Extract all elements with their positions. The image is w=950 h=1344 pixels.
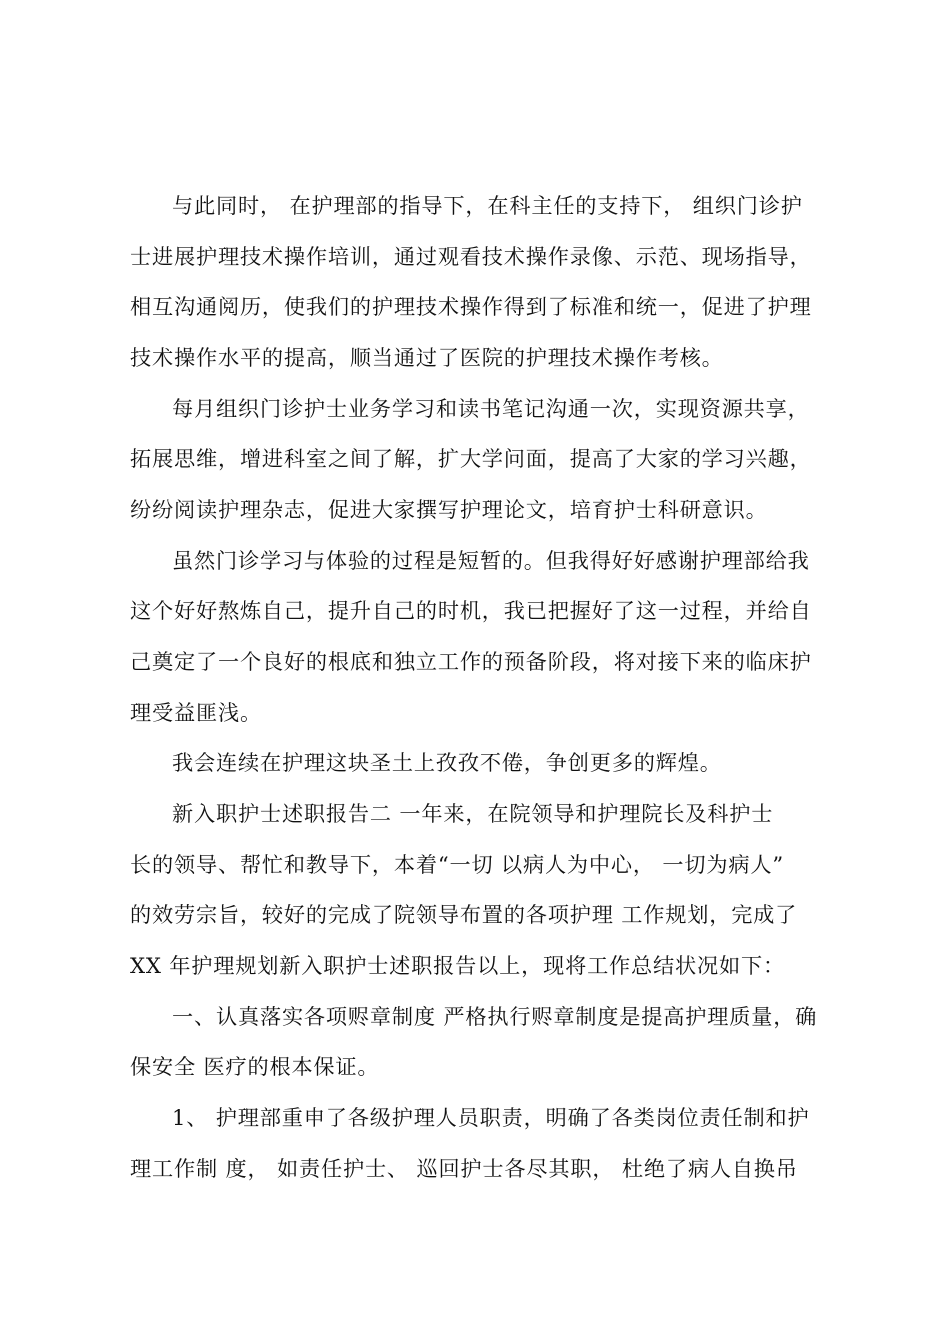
text-line: 1、 护理部重申了各级护理人员职责，明确了各类岗位责任制和护: [172, 1105, 810, 1130]
text-line: 新入职护士述职报告二 一年来，在院领导和护理院长及科护士: [172, 801, 774, 826]
text-line: XX 年护理规划新入职护士述职报告以上，现将工作总结状况如下：: [130, 953, 785, 978]
text-line: 相互沟通阅历，使我们的护理技术操作得到了标准和统一，促进了护理: [130, 294, 812, 319]
text-line: 一、认真落实各项赆章制度 严格执行赆章制度是提高护理质量，确: [172, 1004, 818, 1029]
text-line: 理受益匪浅。: [130, 700, 262, 725]
text-line: 每月组织门诊护士业务学习和读书笔记沟通一次，实现资源共享，: [172, 396, 810, 421]
text-line: 理工作制 度， 如责任护士、 巡回护士各尽其职， 杜绝了病人自换吊: [130, 1156, 798, 1181]
text-line: 长的领导、帮忙和教导下，本着“一切 以病人为中心， 一切为病人”: [130, 852, 784, 877]
text-line: 我会连续在护理这块圣土上孜孜不倦，争创更多的辉煌。: [172, 750, 722, 775]
text-line: 技术操作水平的提高，顺当通过了医院的护理技术操作考核。: [130, 345, 724, 370]
text-line: 纷纷阅读护理杂志，促进大家撰写护理论文，培育护士科研意识。: [130, 497, 768, 522]
text-line: 与此同时， 在护理部的指导下，在科主任的支持下， 组织门诊护: [172, 193, 803, 218]
text-line: 士进展护理技术操作培训，通过观看技术操作录像、示范、现场指导，: [130, 244, 812, 269]
text-line: 虽然门诊学习与体验的过程是短暂的。但我得好好感谢护理部给我: [172, 548, 810, 573]
text-line: 己奠定了一个良好的根底和独立工作的预备阶段，将对接下来的临床护: [130, 649, 812, 674]
text-line: 拓展思维，增进科室之间了解，扩大学问面，提高了大家的学习兴趣，: [130, 446, 812, 471]
text-line: 的效劳宗旨，较好的完成了院领导布置的各项护理 工作规划，完成了: [130, 902, 798, 927]
text-line: 这个好好熬炼自己，提升自己的时机，我已把握好了这一过程，并给自: [130, 598, 812, 623]
text-line: 保安全 医疗的根本保证。: [130, 1054, 380, 1079]
